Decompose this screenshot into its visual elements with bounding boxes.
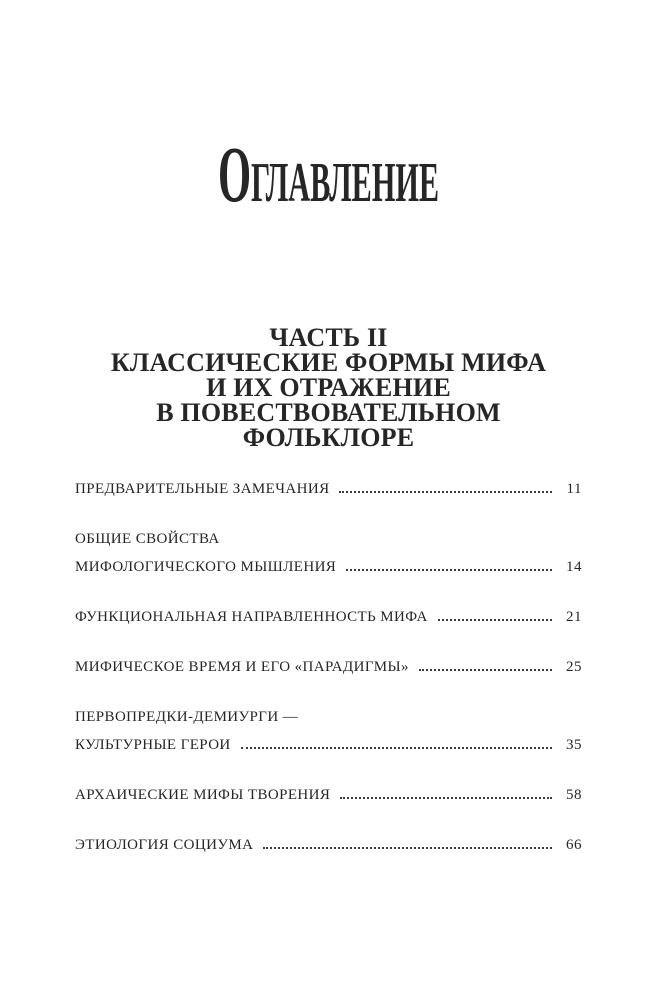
dot-leader bbox=[263, 847, 552, 849]
part-heading-line: КЛАССИЧЕСКИЕ ФОРМЫ МИФА bbox=[110, 348, 547, 377]
dot-leader bbox=[241, 747, 552, 749]
dot-leader bbox=[340, 797, 552, 799]
dot-leader bbox=[339, 491, 552, 493]
toc-entry[interactable] bbox=[75, 831, 582, 859]
dot-leader bbox=[346, 569, 552, 571]
toc-entry-title: АРХАИЧЕСКИЕ МИФЫ ТВОРЕНИЯ bbox=[75, 787, 331, 803]
toc-list bbox=[75, 475, 582, 859]
toc-entry-title: МИФОЛОГИЧЕСКОГО МЫШЛЕНИЯ bbox=[75, 559, 337, 575]
toc-entry-title: ФУНКЦИОНАЛЬНАЯ НАПРАВЛЕННОСТЬ МИФА bbox=[75, 609, 428, 625]
toc-entry-title: КУЛЬТУРНЫЕ ГЕРОИ bbox=[75, 737, 231, 753]
dot-leader bbox=[419, 669, 552, 671]
toc-page-number: 21 bbox=[566, 609, 582, 625]
part-heading-line: ЧАСТЬ II bbox=[269, 323, 388, 352]
toc-page-number: 66 bbox=[566, 837, 582, 853]
toc-entry-line bbox=[75, 475, 582, 503]
toc-entry-line bbox=[75, 553, 582, 581]
dot-leader bbox=[438, 619, 552, 621]
toc-entry-title: МИФИЧЕСКОЕ ВРЕМЯ И ЕГО «ПАРАДИГМЫ» bbox=[75, 659, 409, 675]
toc-entry[interactable] bbox=[75, 525, 582, 581]
toc-entry-line: ОБЩИЕ СВОЙСТВА bbox=[75, 531, 220, 547]
part-heading-line: В ПОВЕСТВОВАТЕЛЬНОМ bbox=[156, 398, 501, 427]
toc-page-number: 25 bbox=[566, 659, 582, 675]
toc-entry-line: ПЕРВОПРЕДКИ-ДЕМИУРГИ — bbox=[75, 709, 299, 725]
toc-entry-title: ЭТИОЛОГИЯ СОЦИУМА bbox=[75, 837, 254, 853]
toc-entry[interactable] bbox=[75, 603, 582, 631]
part-heading-line: И ИХ ОТРАЖЕНИЕ bbox=[206, 373, 451, 402]
toc-page-number: 35 bbox=[566, 737, 582, 753]
toc-entry-title: ПРЕДВАРИТЕЛЬНЫЕ ЗАМЕЧАНИЯ bbox=[75, 481, 330, 497]
toc-page-number: 11 bbox=[566, 481, 582, 497]
page-title: ОГЛАВЛЕНИЕ bbox=[217, 131, 440, 219]
toc-entry-line bbox=[75, 731, 582, 759]
toc-entry-line bbox=[75, 831, 582, 859]
toc-entry-line bbox=[75, 653, 582, 681]
part-heading bbox=[75, 325, 582, 450]
toc-page-number: 14 bbox=[566, 559, 582, 575]
toc-entry[interactable] bbox=[75, 781, 582, 809]
toc-entry[interactable] bbox=[75, 475, 582, 503]
part-heading-line: ФОЛЬКЛОРЕ bbox=[242, 423, 415, 452]
toc-entry-line bbox=[75, 781, 582, 809]
toc-entry-line bbox=[75, 603, 582, 631]
toc-entry[interactable] bbox=[75, 703, 582, 759]
toc-page-number: 58 bbox=[566, 787, 582, 803]
toc-entry[interactable] bbox=[75, 653, 582, 681]
